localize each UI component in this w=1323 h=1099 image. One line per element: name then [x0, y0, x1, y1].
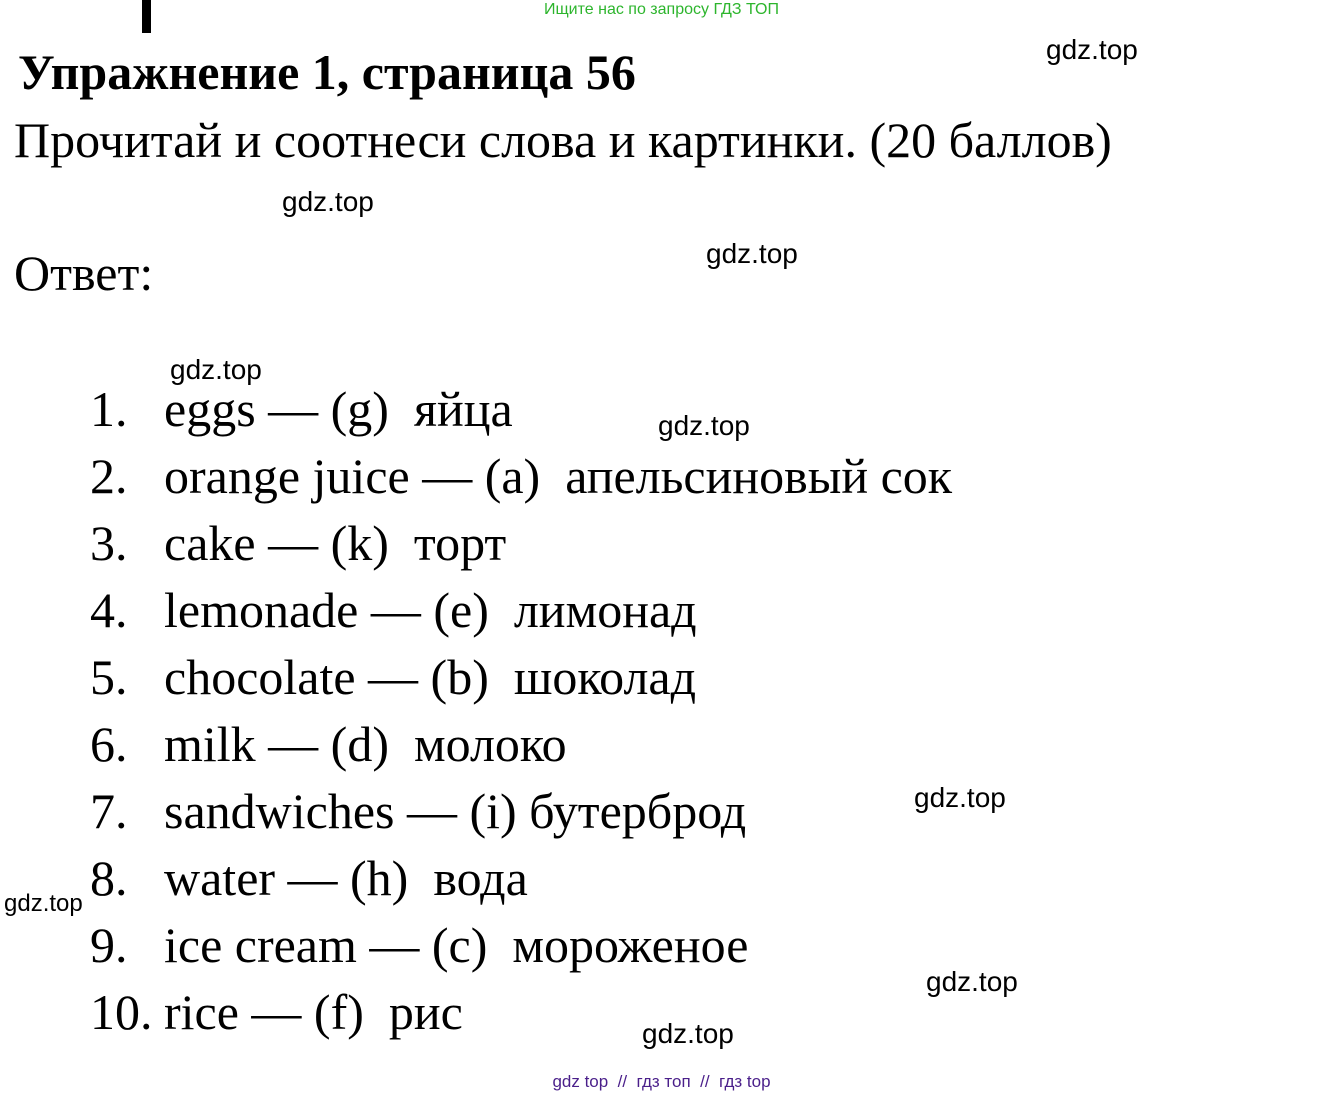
answer-number: 2. [90, 448, 128, 504]
watermark: gdz.top [706, 238, 798, 269]
answer-number: 9. [90, 917, 128, 973]
footer-links[interactable]: gdz top // гдз топ // гдз top [552, 1072, 771, 1091]
answer-text: eggs — (g) яйца [164, 381, 513, 437]
cropped-glyph-fragment [142, 0, 151, 33]
answer-number: 6. [90, 716, 128, 772]
exercise-instruction: Прочитай и соотнеси слова и картинки. (20 баллов) [14, 112, 1112, 168]
answer-list [90, 376, 952, 1046]
answer-text: chocolate — (b) шоколад [164, 649, 697, 705]
answer-item [90, 711, 952, 778]
answer-text: milk — (d) молоко [164, 716, 567, 772]
answer-number: 7. [90, 783, 128, 839]
answer-item [90, 912, 952, 979]
answer-text: sandwiches — (i) бутерброд [164, 783, 747, 839]
answer-label: Ответ: [14, 245, 154, 301]
answer-item [90, 979, 952, 1046]
answer-text: lemonade — (e) лимонад [164, 582, 697, 638]
answer-text: rice — (f) рис [164, 984, 463, 1040]
answer-number: 4. [90, 582, 128, 638]
answer-item [90, 845, 952, 912]
exercise-title: Упражнение 1, страница 56 [18, 44, 636, 100]
watermark: gdz.top [282, 186, 374, 217]
watermark: gdz.top [170, 354, 262, 385]
watermark: gdz.top [658, 410, 750, 441]
answer-text: orange juice — (a) апельсиновый сок [164, 448, 953, 504]
watermark: gdz.top [4, 890, 83, 917]
answer-number: 10. [90, 984, 153, 1040]
answer-number: 8. [90, 850, 128, 906]
answer-item [90, 778, 952, 845]
answer-item [90, 577, 952, 644]
answer-number: 3. [90, 515, 128, 571]
top-banner-link[interactable]: Ищите нас по запросу ГДЗ ТОП [544, 1, 779, 18]
watermark: gdz.top [1046, 34, 1138, 65]
answer-item [90, 644, 952, 711]
watermark: gdz.top [926, 966, 1018, 997]
answer-number: 1. [90, 381, 128, 437]
watermark: gdz.top [914, 782, 1006, 813]
answer-text: ice cream — (c) мороженое [164, 917, 749, 973]
answer-number: 5. [90, 649, 128, 705]
answer-item [90, 376, 952, 443]
answer-text: water — (h) вода [164, 850, 528, 906]
answer-item [90, 443, 952, 510]
watermark: gdz.top [642, 1018, 734, 1049]
answer-text: cake — (k) торт [164, 515, 507, 571]
answer-item [90, 510, 952, 577]
